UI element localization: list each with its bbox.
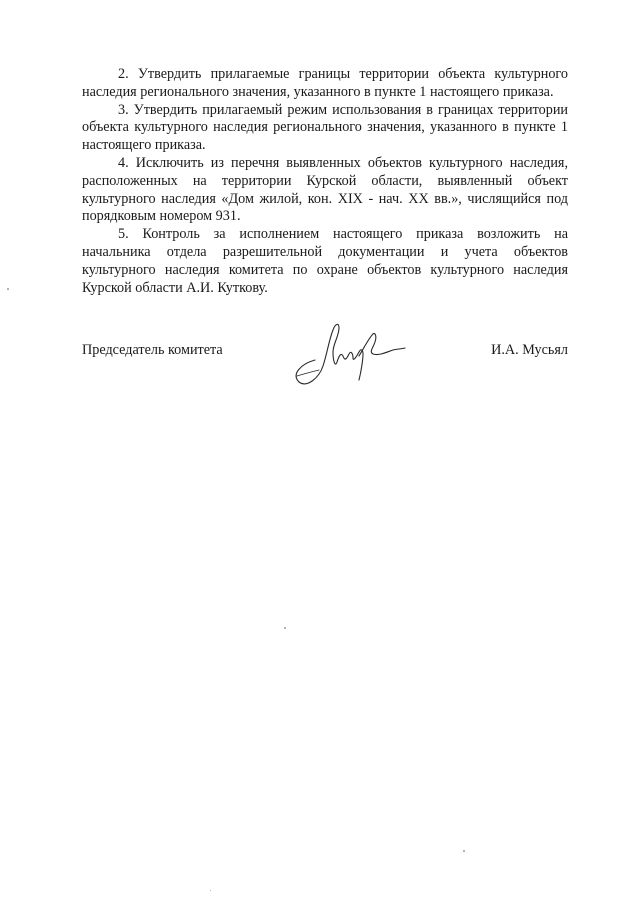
signatory-name: И.А. Мусьял	[491, 342, 568, 358]
scan-speck	[284, 627, 286, 629]
scan-speck	[210, 890, 211, 891]
scan-speck	[463, 850, 465, 852]
paragraph-item-4: 4. Исключить из перечня выявленных объектов культурного наследия, расположенных на территории Курской области, выявленный объект культурного наследия «Дом жилой, кон. XIX - нач. XX вв.», числящийся под порядковым номером 931.	[82, 154, 568, 225]
handwritten-signature	[289, 316, 407, 388]
paragraph-item-5: 5. Контроль за исполнением настоящего приказа возложить на начальника отдела разрешительной документации и учета объектов культурного наследия комитета по охране объектов культурного наследия Курской области А.И. Куткову.	[82, 226, 568, 296]
scan-speck	[7, 288, 9, 290]
document-body	[82, 66, 568, 297]
paragraph-item-3: 3. Утвердить прилагаемый режим использования в границах территории объекта культурного наследия регионального значения, указанного в пункте 1 настоящего приказа.	[82, 101, 568, 154]
signatory-title: Председатель комитета	[82, 342, 223, 358]
paragraph-item-2: 2. Утвердить прилагаемые границы территории объекта культурного наследия регионального значения, указанного в пункте 1 настоящего приказа.	[82, 66, 568, 100]
